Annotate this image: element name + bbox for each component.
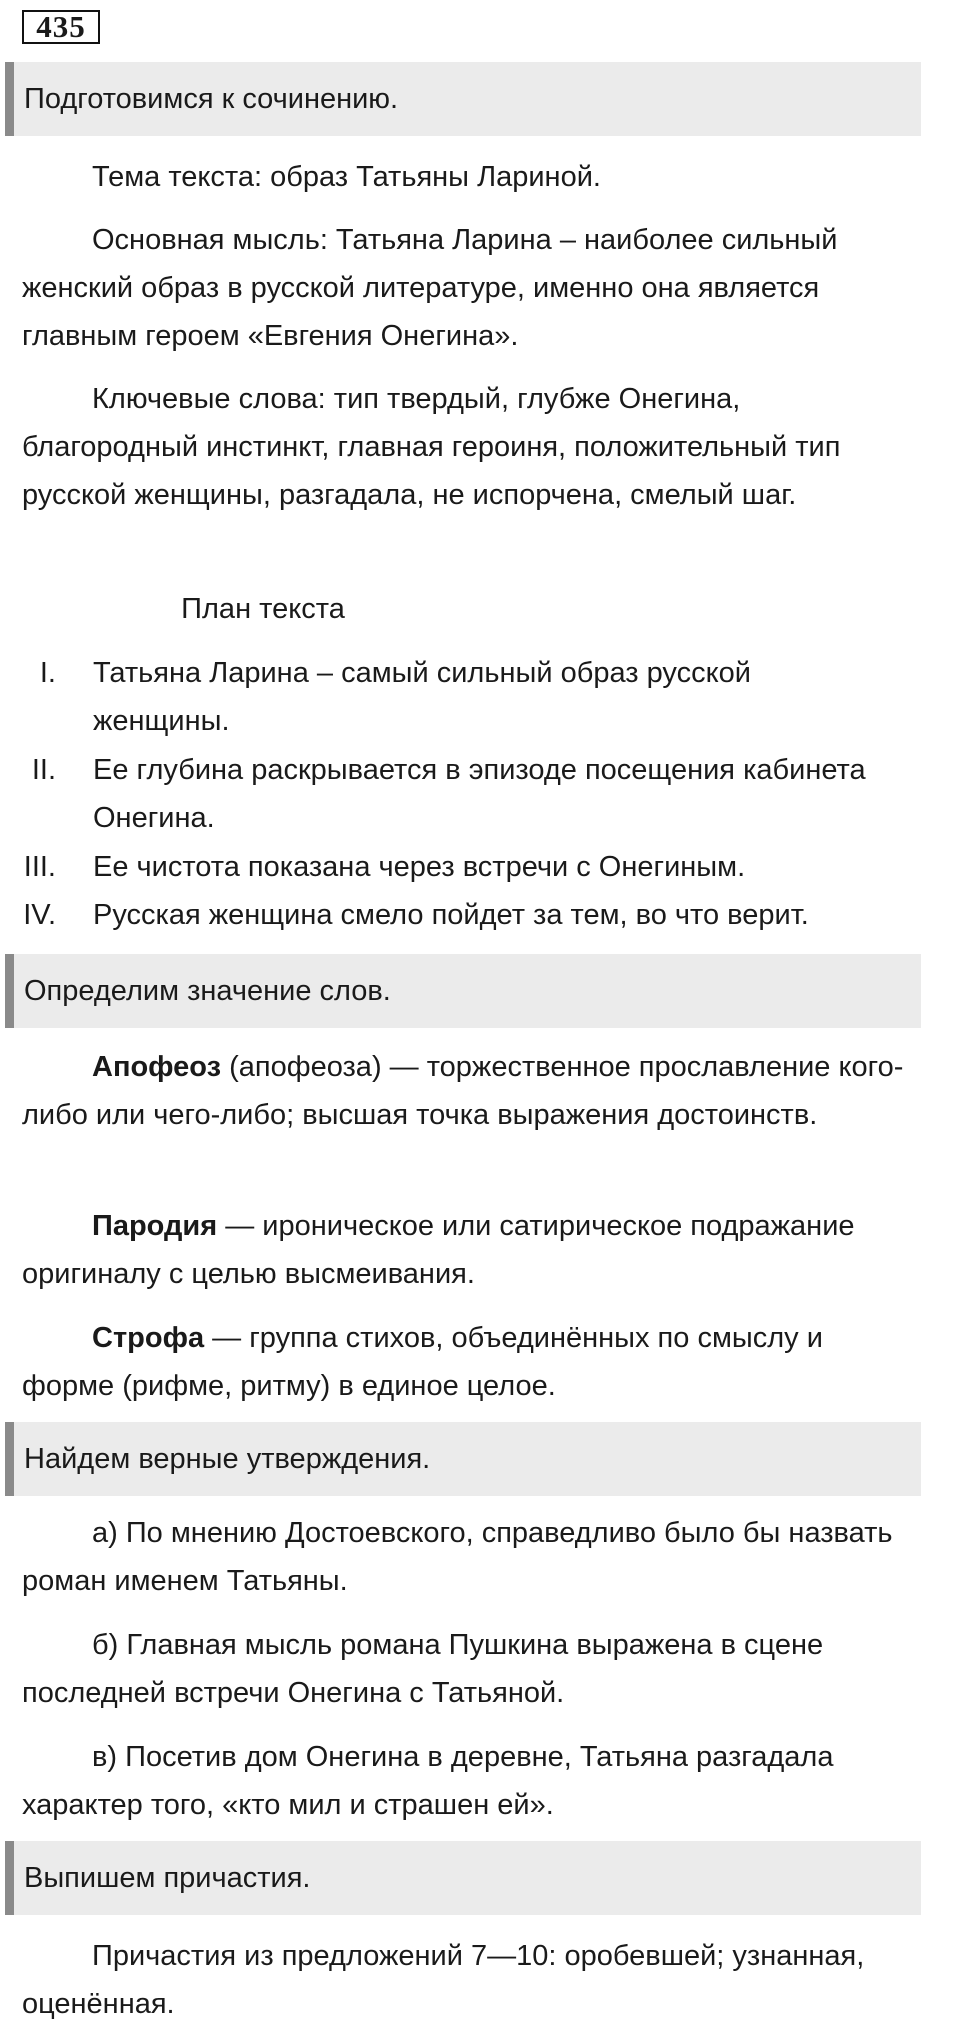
definition-text: — ироническое или сатирическое подражание оригиналу с целью высмеивания. [22, 1210, 855, 1290]
essay-main-idea: Основная мысль: Татьяна Ларина – наиболее сильный женский образ в русской литературе, именно она является главным героем «Евгения Онегина». [22, 224, 838, 352]
plan-item-text: Ее глубина раскрывается в эпизоде посещения кабинета Онегина. [93, 754, 866, 834]
essay-theme: Тема текста: образ Татьяны Лариной. [92, 161, 601, 193]
plan-item-number: I. [39, 657, 56, 689]
plan-item-text: Русская женщина смело пойдет за тем, во что верит. [93, 899, 809, 931]
section-header-participles: Выпишем причастия. [5, 1841, 921, 1915]
section-header-essay: Подготовимся к сочинению. [5, 62, 921, 136]
plan-item-text: Татьяна Ларина – самый сильный образ русской женщины. [93, 657, 751, 737]
plan-item-number: III. [23, 851, 56, 883]
plan-item-number: II. [31, 754, 56, 786]
definition-parody [22, 1202, 922, 1298]
definition-term: Строфа [92, 1322, 205, 1354]
essay-keywords: Ключевые слова: тип твердый, глубже Онегина, благородный инстинкт, главная героиня, положительный тип русской женщины, разгадала, не испорчена, смелый шаг. [22, 383, 841, 511]
participles-answer: Причастия из предложений 7—10: оробевшей; узнанная, оценённая. [22, 1940, 865, 2020]
section-header-definitions: Определим значение слов. [5, 954, 921, 1028]
statement-b: б) Главная мысль романа Пушкина выражена в сцене последней встречи Онегина с Татьяной. [22, 1629, 824, 1709]
task-number: 435 [22, 10, 100, 44]
plan-item-text: Ее чистота показана через встречи с Онегиным. [93, 851, 746, 883]
definition-stanza [22, 1314, 922, 1410]
plan-item-number: IV. [23, 899, 56, 931]
statement-v: в) Посетив дом Онегина в деревне, Татьяна разгадала характер того, «кто мил и страшен ей». [22, 1741, 834, 1821]
definition-term: Пародия [92, 1210, 218, 1242]
definition-text: (апофеоза) — торжественное прославление кого-либо или чего-либо; высшая точка выражения достоинств. [22, 1051, 904, 1131]
definition-term: Апофеоз [92, 1051, 222, 1083]
definition-text: — группа стихов, объединённых по смыслу и форме (рифме, ритму) в единое целое. [22, 1322, 823, 1402]
section-header-statements: Найдем верные утверждения. [5, 1422, 921, 1496]
statement-a: а) По мнению Достоевского, справедливо было бы назвать роман именем Татьяны. [22, 1517, 893, 1597]
plan-title: План текста [181, 593, 345, 625]
definition-apotheosis [22, 1043, 922, 1139]
